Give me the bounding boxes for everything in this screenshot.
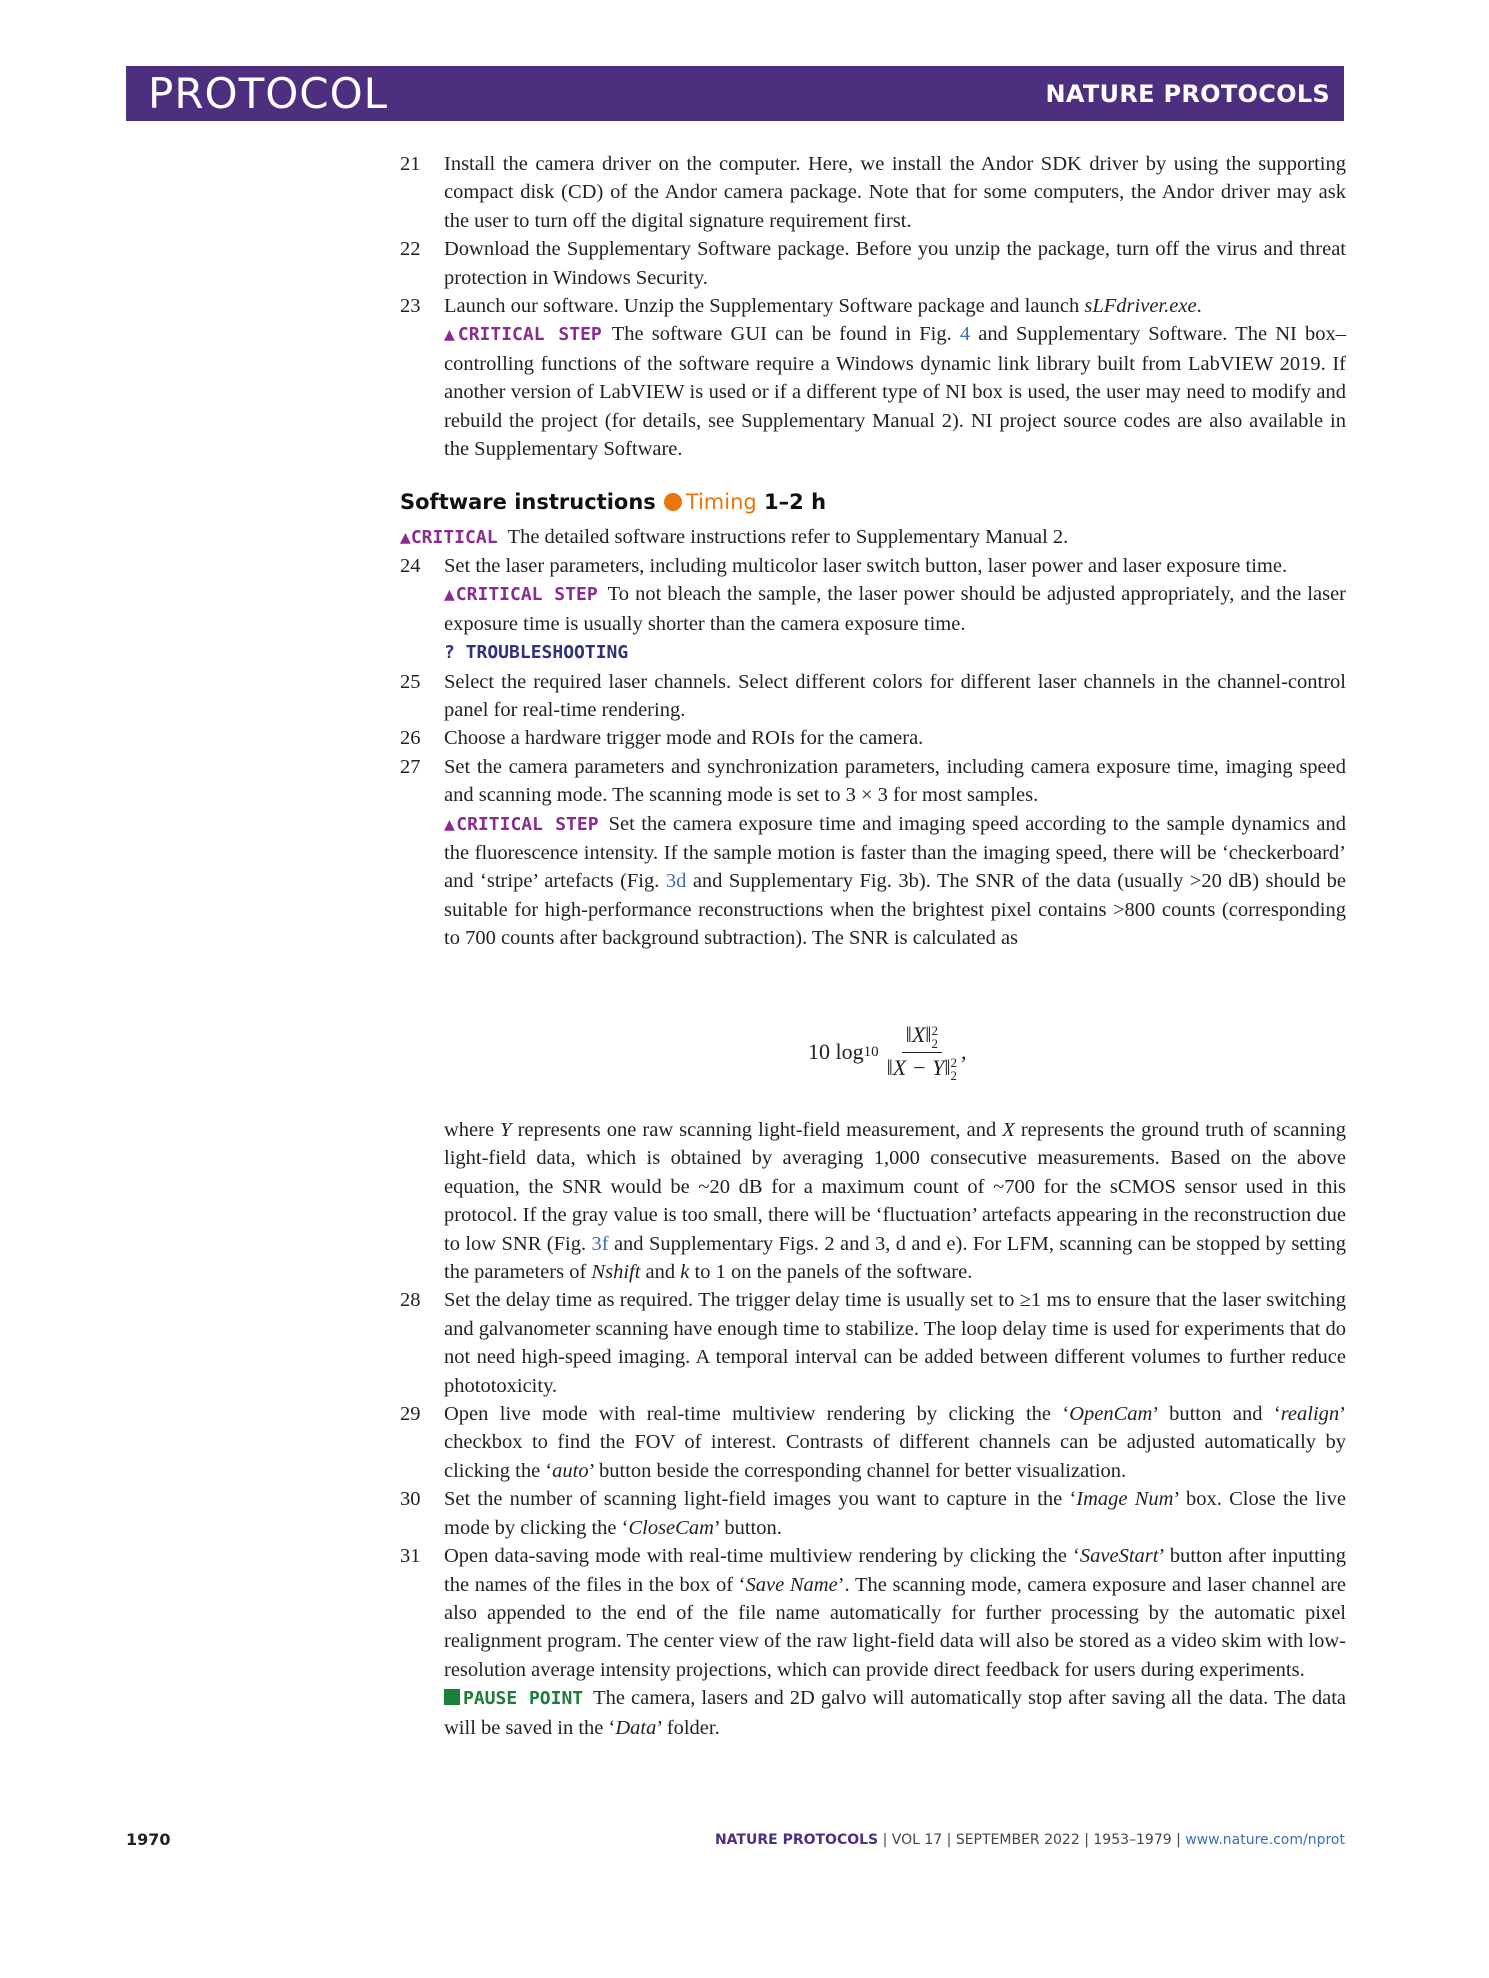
punct: . <box>1196 295 1202 318</box>
figure-link[interactable]: 3f <box>591 1232 609 1255</box>
steps-block-3 <box>400 1116 1346 1742</box>
timing-label: Timing <box>685 490 757 514</box>
pause-point <box>400 1684 1346 1742</box>
critical-text: The software GUI can be found in Fig. <box>611 323 960 346</box>
eq-numerator <box>902 1022 942 1053</box>
steps-block-2 <box>400 552 1346 953</box>
var-y: Y <box>500 1119 512 1141</box>
sep: | <box>946 1832 952 1848</box>
critical-step-label: ▲CRITICAL STEP <box>444 324 602 346</box>
troubleshooting <box>400 638 1346 667</box>
sep: | <box>1084 1832 1089 1848</box>
text: ’ folder. <box>656 1716 720 1739</box>
eq-num-text: ‖X‖ <box>905 1021 932 1047</box>
ui-term: SaveStart <box>1079 1545 1159 1568</box>
footer-url[interactable]: www.nature.com/nprot <box>1185 1832 1345 1848</box>
step-number: 25 <box>400 670 421 693</box>
filename: sLFdriver.exe <box>1084 295 1197 318</box>
step-number: 23 <box>400 295 421 318</box>
ui-term: OpenCam <box>1069 1403 1153 1426</box>
step-text: Set the delay time as required. The trigger delay time is usually set to ≥1 ms to ensure that the laser switching and galvanometer scanning have enough time to stabilize. The loop delay time is used for experiments that do not need high-speed imaging. A temporal interval can be added between different volumes to further reduce phototoxicity. <box>444 1289 1346 1397</box>
text: ’ button. <box>713 1516 782 1539</box>
step-text: Set the laser parameters, including multicolor laser switch button, laser power and laser exposure time. <box>444 555 1288 577</box>
step-number: 30 <box>400 1488 421 1511</box>
section-label: PROTOCOL <box>148 69 389 118</box>
footer-citation <box>715 1832 1345 1848</box>
critical-text: The detailed software instructions refer to Supplementary Manual 2. <box>507 526 1069 548</box>
step-31 <box>400 1542 1346 1684</box>
pause-label: PAUSE POINT <box>463 1688 584 1710</box>
step-24 <box>400 552 1346 580</box>
text: to 1 on the panels of the software. <box>689 1261 973 1284</box>
section-critical <box>400 523 1346 552</box>
step-23-critical <box>400 320 1346 463</box>
sep: | <box>1176 1832 1181 1848</box>
eq-den-text: ‖X − Y‖ <box>886 1054 951 1080</box>
text: The camera, lasers and 2D galvo will automatically stop after saving all the data. The data will be saved in the ‘ <box>444 1687 1347 1739</box>
steps-block-1 <box>400 150 1346 463</box>
text: Open live mode with real-time multiview rendering by clicking the ‘ <box>444 1403 1070 1426</box>
text: Set the number of scanning light-field images you want to capture in the ‘ <box>444 1488 1077 1511</box>
step-number: 29 <box>400 1403 421 1426</box>
section-title <box>400 490 826 514</box>
text: ’ button beside the corresponding channel for better visualization. <box>588 1459 1127 1482</box>
step-27-critical <box>400 810 1346 953</box>
step-21 <box>400 150 1346 235</box>
step-30 <box>400 1485 1346 1542</box>
figure-link[interactable]: 3d <box>665 870 687 893</box>
step-number: 31 <box>400 1545 421 1568</box>
step-27-continued <box>400 1116 1346 1286</box>
text: and Supplementary Figs. 2 and 3, d and e). For LFM, scanning can be stopped by setting the parameters of <box>444 1232 1347 1284</box>
critical-step-label: ▲CRITICAL STEP <box>444 584 598 606</box>
snr-equation <box>808 1012 967 1092</box>
critical-step-label: ▲CRITICAL STEP <box>444 813 599 835</box>
step-number: 21 <box>400 153 421 175</box>
figure-link[interactable]: 4 <box>959 323 971 346</box>
text: Open data-saving mode with real-time multiview rendering by clicking the ‘ <box>444 1545 1080 1568</box>
footer-pages: 1953–1979 <box>1093 1832 1172 1848</box>
eq-sq: 2 <box>931 1022 938 1038</box>
ui-term: Save Name <box>745 1573 838 1596</box>
sep: | <box>882 1832 888 1848</box>
ui-term: Image Num <box>1076 1488 1174 1511</box>
troubleshooting-label[interactable]: ? TROUBLESHOOTING <box>444 642 629 664</box>
step-text: Choose a hardware trigger mode and ROIs for the camera. <box>444 727 924 750</box>
footer-journal: NATURE PROTOCOLS <box>714 1832 879 1848</box>
critical-text: To not bleach the sample, the laser power should be adjusted appropriately, and the laser exposure time is usually shorter than the camera exposure time. <box>444 583 1347 635</box>
text: represents one raw scanning light-field measurement, and <box>511 1119 1003 1141</box>
critical-text: and Supplementary Software. The NI box–controlling functions of the software require a Windows dynamic link library built from LabVIEW 2019. If another version of LabVIEW is used or if a different type of NI box is used, the user may need to modify and rebuild the project (for details, see Supplementary Manual 2). NI project source codes are also available in the Supplementary Software. <box>444 323 1346 461</box>
footer-volume: VOL 17 <box>891 1832 943 1848</box>
eq-suffix: , <box>961 1039 967 1064</box>
ui-term: realign <box>1280 1403 1340 1426</box>
step-text: Set the camera parameters and synchronization parameters, including camera exposure time, imaging speed and scanning mode. The scanning mode is set to 3 × 3 for most samples. <box>444 755 1346 807</box>
var-x: X <box>1002 1119 1015 1141</box>
text: and <box>640 1261 681 1284</box>
step-22 <box>400 235 1346 292</box>
critical-text: and Supplementary Fig. 3b). The SNR of the data (usually >20 dB) should be suitable for high-performance reconstructions when the brightest pixel contains >800 counts (corresponding to 700 counts after background subtraction). The SNR is calculated as <box>444 870 1347 950</box>
step-number: 22 <box>400 238 421 261</box>
section-title-text: Software instructions <box>400 490 656 514</box>
timing-value: 1–2 h <box>764 490 827 514</box>
eq-prefix: 10 log <box>808 1039 864 1064</box>
ui-term: auto <box>552 1459 589 1482</box>
journal-name: NATURE PROTOCOLS <box>1045 80 1330 108</box>
critical-text: Set the camera exposure time and imaging speed according to the sample dynamics and the fluorescence intensity. If the sample motion is faster than the imaging speed, there will be ‘checkerboard’ and ‘stripe’ artefacts (Fig. <box>444 812 1346 893</box>
eq-norm-sub: 2 <box>931 1035 938 1051</box>
param-nshift: Nshift <box>591 1261 641 1284</box>
text: ’ box. Close the live mode by clicking the ‘ <box>444 1488 1346 1539</box>
step-text: Select the required laser channels. Select different colors for different laser channels in the channel-control panel for real-time rendering. <box>444 670 1346 722</box>
timing-dot-icon <box>664 493 682 511</box>
text: represents the ground truth of scanning light-field data, which is obtained by averaging 1,000 consecutive measurements. Based on the above equation, the SNR would be ~20 dB for a maximum count of ~700 for the sCMOS sensor used in this protocol. If the gray value is too small, there will be ‘fluctuation’ artefacts appearing in the reconstruction due to low SNR (Fig. <box>444 1119 1346 1255</box>
param-k: k <box>680 1261 690 1284</box>
eq-fraction <box>883 1022 961 1083</box>
step-29 <box>400 1400 1346 1485</box>
critical-label: ▲CRITICAL <box>400 527 498 548</box>
step-number: 27 <box>400 755 421 778</box>
ui-term: CloseCam <box>628 1516 714 1539</box>
eq-norm-sub: 2 <box>950 1068 957 1084</box>
step-25 <box>400 668 1346 725</box>
text: ’ checkbox to find the FOV of interest. Contrasts of different channels can be adjusted automatically by clicking the ‘ <box>444 1403 1347 1482</box>
ui-term: Data <box>615 1716 657 1739</box>
text: ’. The scanning mode, camera exposure and laser channel are also appended to the end of the file name automatically for further processing by the automatic pixel realignment program. The center view of the raw light-field data will also be stored as a video skim with low-resolution average intensity projections, which can provide direct feedback for users during experiments. <box>444 1573 1346 1681</box>
text: where <box>444 1119 501 1141</box>
step-text: Download the Supplementary Software package. Before you unzip the package, turn off the virus and threat protection in Windows Security. <box>444 238 1346 289</box>
step-24-critical <box>400 580 1346 638</box>
step-number: 28 <box>400 1289 421 1312</box>
step-number: 24 <box>400 555 421 577</box>
eq-log-base: 10 <box>863 1043 879 1060</box>
step-number: 26 <box>400 727 421 750</box>
footer-date: SEPTEMBER 2022 <box>955 1832 1080 1848</box>
text: ’ button after inputting the names of the files in the box of ‘ <box>444 1545 1347 1596</box>
step-28 <box>400 1286 1346 1400</box>
text: ’ button and ‘ <box>1152 1403 1281 1426</box>
step-27 <box>400 753 1346 810</box>
pause-square-icon <box>444 1689 460 1705</box>
page-number: 1970 <box>126 1830 171 1849</box>
step-text: Install the camera driver on the computer. Here, we install the Andor SDK driver by using the supporting compact disk (CD) of the Andor camera package. Note that for some computers, the Andor driver may ask the user to turn off the digital signature requirement first. <box>444 153 1346 232</box>
step-26 <box>400 724 1346 752</box>
header-band <box>126 66 1344 121</box>
eq-denominator <box>883 1053 961 1083</box>
eq-sq: 2 <box>950 1055 957 1071</box>
step-23 <box>400 292 1346 320</box>
step-text: Launch our software. Unzip the Supplementary Software package and launch <box>444 295 1085 318</box>
